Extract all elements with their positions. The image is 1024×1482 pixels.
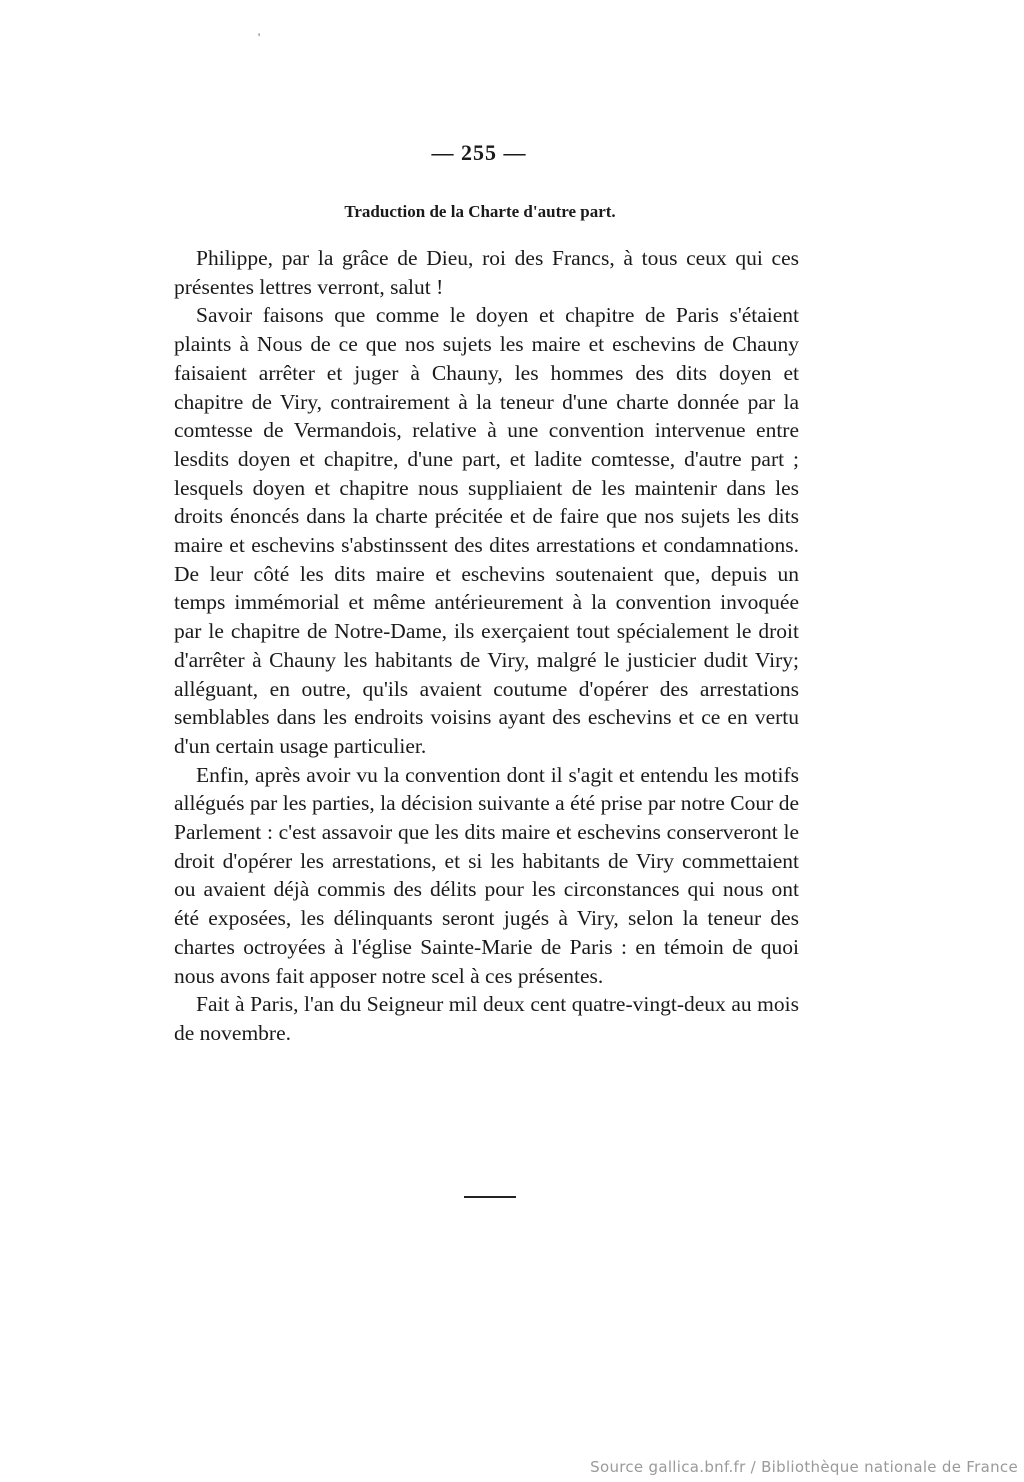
section-heading: Traduction de la Charte d'autre part.: [344, 202, 616, 221]
source-attribution: Source gallica.bnf.fr / Bibliothèque nationale de France: [590, 1458, 1018, 1476]
closing-rule: [464, 1196, 516, 1198]
paragraph-dating: Fait à Paris, l'an du Seigneur mil deux cent quatre-vingt-deux au mois de novembre.: [174, 992, 799, 1045]
paragraph-decision: Enfin, après avoir vu la convention dont il s'agit et entendu les motifs allégués par les parties, la décision suivante a été prise par notre Cour de Parlement : c'est assavoir que les dits maire et eschevins conserveront le droit d'opérer les arrestations, et si les habitants de Viry commettaient ou avaient déjà commis des délits pour les circonstances qui nous ont été exposées, les délinquants seront jugés à Viry, selon la teneur des chartes octroyées à l'église Sainte-Marie de Paris : en témoin de quoi nous avons fait apposer notre scel à ces présentes.: [174, 762, 799, 988]
body-text: [174, 244, 799, 1048]
paragraph-complaint: Savoir faisons que comme le doyen et chapitre de Paris s'étaient plaints à Nous de ce que nos sujets les maire et eschevins de Chauny faisaient arrêter et juger à Chauny, les hommes des dits doyen et chapitre de Viry, contrairement à la teneur d'une charte donnée par la comtesse de Vermandois, relative à une convention intervenue entre lesdits doyen et chapitre, d'une part, et ladite comtesse, d'autre part ; lesquels doyen et chapitre nous suppliaient de les maintenir dans les droits énoncés dans la charte précitée et de faire que nos sujets les dits maire et eschevins s'abstinssent des dites arrestations et condamnations. De leur côté les dits maire et eschevins soutenaient que, depuis un temps immémorial et même antérieurement à la convention invoquée par le chapitre de Notre-Dame, ils exerçaient tout spécialement le droit d'arrêter à Chauny les habitants de Viry, malgré le justicier dudit Viry; alléguant, en outre, qu'ils avaient coutume d'opérer des arrestations semblables dans les endroits voisins ayant des eschevins et ce en vertu d'un certain usage particulier.: [174, 303, 799, 758]
paragraph-greeting: Philippe, par la grâce de Dieu, roi des Francs, à tous ceux qui ces présentes lettres verront, salut !: [174, 246, 799, 299]
stray-mark: ': [258, 30, 261, 44]
page-number: — 255 —: [431, 140, 527, 165]
